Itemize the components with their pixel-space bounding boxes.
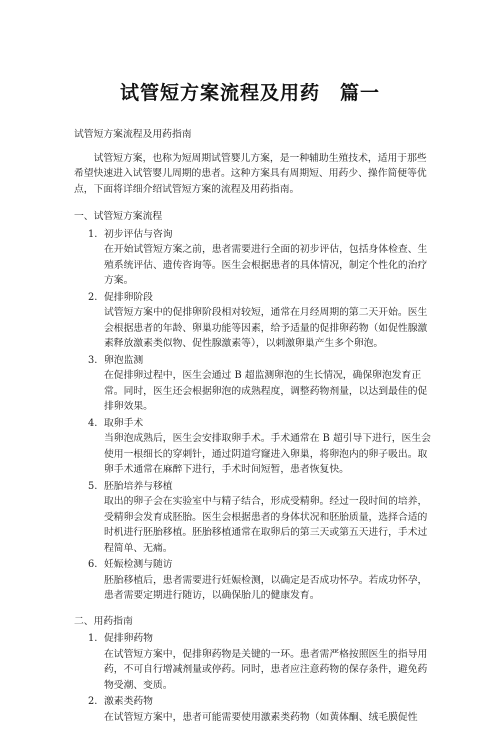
item-heading: 取卵手术 — [104, 417, 144, 429]
section-medication — [74, 614, 434, 726]
list-item — [74, 479, 434, 557]
list-item — [74, 557, 434, 604]
item-body: 在促排卵过程中，医生会通过 B 超监测卵泡的生长情况，确保卵泡发育正常。同时，医生还会根据卵泡的成熟程度，调整药物剂量，以达到最佳的促排卵效果。 — [104, 370, 428, 412]
list-item — [74, 227, 434, 289]
document-subtitle: 试管短方案流程及用药指南 — [74, 129, 192, 140]
document-body — [74, 127, 434, 735]
section-heading: 一、试管短方案流程 — [74, 211, 163, 222]
intro-paragraph: 试管短方案，也称为短周期试管婴儿方案，是一种辅助生殖技术，适用于那些希望快速进入试管婴儿周期的患者。这种方案具有周期短、用药少、操作简便等优点，下面将详细介绍试管短方案的流程及用药指南。 — [74, 152, 427, 195]
section-heading: 二、用药指南 — [74, 615, 133, 627]
item-heading: 胚胎培养与移植 — [104, 480, 173, 492]
item-body: 试管短方案中的促排卵阶段相对较短，通常在月经周期的第二天开始。医生会根据患者的年龄、卵巢功能等因素，给予适量的促排卵药物（如促性腺激素释放激素类似物、促性腺激素等），以刺激卵巢产生多个卵泡。 — [104, 307, 428, 349]
list-item — [74, 353, 434, 415]
list-item — [74, 290, 434, 352]
medication-list — [74, 631, 434, 725]
item-number: 3. — [88, 354, 98, 366]
item-number: 1. — [88, 228, 98, 240]
list-item — [74, 694, 434, 725]
item-heading: 妊娠检测与随访 — [104, 559, 173, 570]
item-body: 当卵泡成熟后，医生会安排取卵手术。手术通常在 B 超引导下进行，医生会使用一根细长的穿刺针，通过阴道穹窿进入卵巢，将卵泡内的卵子吸出。取卵手术通常在麻醉下进行，手术时间短暂，患者恢复快。 — [104, 433, 431, 475]
item-number: 2. — [88, 696, 98, 707]
item-body: 胚胎移植后，患者需要进行妊娠检测，以确定是否成功怀孕。若成功怀孕，患者需要定期进行随访，以确保胎儿的健康发育。 — [104, 574, 428, 601]
item-number: 1. — [88, 633, 98, 644]
item-heading: 激素类药物 — [104, 696, 153, 707]
item-number: 4. — [88, 417, 98, 429]
item-body: 在开始试管短方案之前，患者需要进行全面的初步评估，包括身体检查、生殖系统评估、遗传咨询等。医生会根据患者的具体情况，制定个性化的治疗方案。 — [104, 244, 428, 286]
item-body: 在试管短方案中，促排卵药物是关键的一环。患者需严格按照医生的指导用药，不可自行增减剂量或停药。同时，患者应注意药物的保存条件，避免药物受潮、变质。 — [104, 648, 428, 691]
process-step-list — [74, 227, 434, 604]
item-heading: 初步评估与咨询 — [104, 228, 173, 240]
item-number: 5. — [88, 480, 98, 492]
item-heading: 卵泡监测 — [104, 354, 144, 366]
item-body: 在试管短方案中，患者可能需要使用激素类药物（如黄体酮、绒毛膜促性 — [104, 711, 418, 723]
item-number: 6. — [88, 559, 98, 570]
document-title: 试管短方案流程及用药 篇一 — [119, 82, 380, 104]
section-process — [74, 209, 434, 604]
item-heading: 促排卵阶段 — [104, 291, 153, 303]
item-heading: 促排卵药物 — [104, 633, 153, 644]
item-body: 取出的卵子会在实验室中与精子结合，形成受精卵。经过一段时间的培养，受精卵会发育成胚胎。医生会根据患者的身体状况和胚胎质量，选择合适的时机进行胚胎移植。胚胎移植通常在取卵后的第三天或第五天进行，手术过程简单、无痛。 — [104, 496, 428, 554]
list-item — [74, 631, 434, 693]
item-number: 2. — [88, 291, 98, 303]
list-item — [74, 416, 434, 478]
